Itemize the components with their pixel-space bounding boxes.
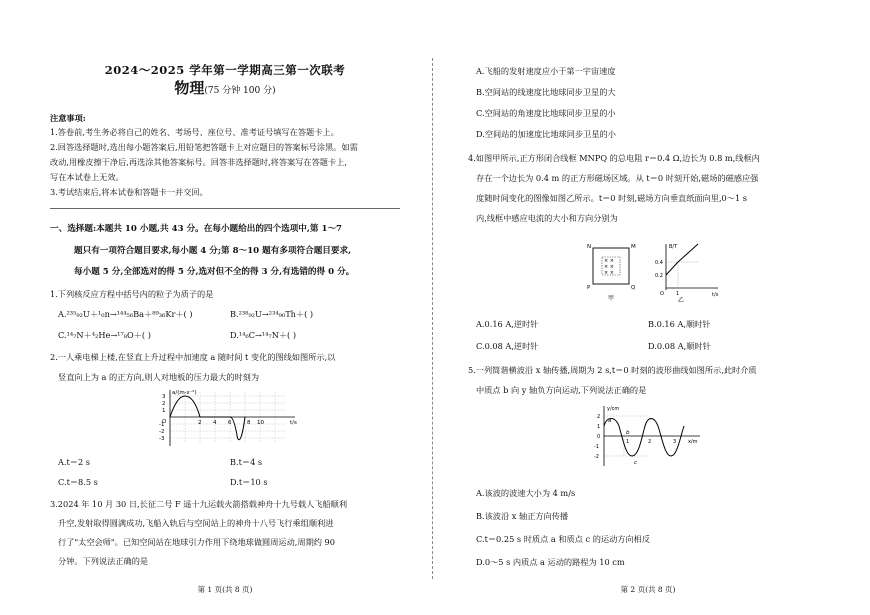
acceleration-curve xyxy=(170,396,245,440)
subject-name: 物理 xyxy=(174,79,205,97)
wave-y-tick: 2 xyxy=(597,414,601,420)
figure-yi-label: 乙 xyxy=(678,297,685,304)
exam-meta: (75 分钟 100 分) xyxy=(204,86,276,96)
q5-wave-graph xyxy=(588,404,708,470)
wave-x-tick: 3 xyxy=(673,439,677,445)
x-tick: 4 xyxy=(213,420,217,426)
b-ylabel: B/T xyxy=(669,244,678,250)
q2-option-d: D.t＝10 s xyxy=(230,477,268,487)
b-line xyxy=(678,244,698,262)
y-tick: 1 xyxy=(162,408,166,414)
wave-curve xyxy=(604,419,684,457)
figure-jia-label: 甲 xyxy=(608,295,615,302)
y-tick: -2 xyxy=(159,429,165,435)
q3-option-b: B.空间站的线速度比地球同步卫星的大 xyxy=(476,87,616,97)
q4-option-c: C.0.08 A,逆时针 xyxy=(476,341,539,351)
q1-stem: 1.下列核反应方程中括号内的粒子为质子的是 xyxy=(50,289,214,299)
q4-option-b: B.0.16 A,顺时针 xyxy=(648,319,711,329)
wave-y-tick: 1 xyxy=(597,424,601,430)
q3-option-c: C.空间站的角速度比地球同步卫星的小 xyxy=(476,108,616,118)
x-tick: 2 xyxy=(198,420,202,426)
subject-heading xyxy=(50,77,400,100)
q2-option-a: A.t＝2 s xyxy=(58,457,91,467)
q1-option-c: C.¹⁴₇N＋⁴₂He→¹⁷₈O＋( ) xyxy=(58,330,151,340)
note-line: 改动,用橡皮擦干净后,再选涂其他答案标号。回答非选择题时,将答案写在答题卡上, xyxy=(50,157,347,167)
notes-heading: 注意事项: xyxy=(50,113,86,123)
q5-option-c: C.t＝0.25 s 时质点 a 和质点 c 的运动方向相反 xyxy=(476,534,651,544)
section-rule xyxy=(50,208,400,209)
svg-text:× ×: × × xyxy=(604,264,614,270)
q4-stem-line: 4.如图甲所示,正方形闭合线框 MNPQ 的总电阻 r＝0.4 Ω,边长为 0.8 m,线框内 xyxy=(468,153,760,163)
wave-x-tick: 1 xyxy=(626,439,630,445)
q1-option-b: B.²³⁸₉₂U→²³⁴₉₀Th＋( ) xyxy=(230,309,314,319)
point-b-label: b xyxy=(626,430,630,436)
q1-option-d: D.¹⁴₆C→¹⁴₇N＋( ) xyxy=(230,330,297,340)
x-tick: 6 xyxy=(228,420,232,426)
q3-option-d: D.空间站的加速度比地球同步卫星的小 xyxy=(476,129,616,139)
q3-stem-line: 分钟。下列说法正确的是 xyxy=(58,556,149,566)
page-number-right: 第 2 页(共 8 页) xyxy=(620,585,676,594)
page-number-left: 第 1 页(共 8 页) xyxy=(197,585,253,594)
x-tick: 8 xyxy=(247,420,251,426)
section1-line: 题只有一项符合题目要求,每小题 4 分;第 8～10 题有多项符合题目要求, xyxy=(74,246,352,256)
q2-acceleration-graph xyxy=(150,388,310,450)
y-tick: 2 xyxy=(162,401,166,407)
section1-line: 一、选择题:本题共 10 小题,共 43 分。在每小题给出的四个选项中,第 1～7 xyxy=(50,224,343,234)
q2-stem-line: 竖直向上为 a 的正方向,则人对地板的压力最大的时刻为 xyxy=(58,372,260,382)
q2-option-b: B.t＝4 s xyxy=(230,457,263,467)
b-y-tick: 0.4 xyxy=(655,260,663,266)
q4-stem-line: 度随时间变化的图像如图乙所示。t＝0 时刻,磁场方向垂直纸面向里,0～1 s xyxy=(476,193,747,203)
q3-stem-line: 升空,发射取得圆满成功,飞船入轨后与空间站上的神舟十八号飞行乘组顺利进 xyxy=(58,518,334,528)
right-column xyxy=(468,0,828,615)
column-divider xyxy=(432,58,433,579)
b-origin: O xyxy=(660,291,664,297)
q5-stem-line: 5.一列简谐横波沿 x 轴传播,周期为 2 s,t＝0 时刻的波形曲线如图所示,此时介质 xyxy=(468,365,757,375)
svg-text:× ×: × × xyxy=(604,258,614,264)
y-axis-label: a/(m·s⁻²) xyxy=(172,390,197,396)
point-c-label: c xyxy=(634,460,638,466)
exam-title: 2024～2025 学年第一学期高三第一次联考 xyxy=(104,63,346,77)
q4-figures xyxy=(578,240,738,304)
q3-stem-line: 3.2024 年 10 月 30 日,长征二号 F 遥十九运载火箭搭载神舟十九号载人飞船顺利 xyxy=(50,499,348,509)
b-xlabel: t/s xyxy=(712,292,719,298)
q2-option-c: C.t＝8.5 s xyxy=(58,477,98,487)
label-p: P xyxy=(587,285,591,291)
q4-option-d: D.0.08 A,顺时针 xyxy=(648,341,711,351)
field-crosses xyxy=(604,258,614,276)
q5-stem-line: 中质点 b 向 y 轴负方向运动,下列说法正确的是 xyxy=(476,385,647,395)
wave-x-tick: 2 xyxy=(648,439,652,445)
b-line xyxy=(666,262,678,275)
q4-option-a: A.0.16 A,逆时针 xyxy=(476,319,539,329)
q5-option-a: A.该波的波速大小为 4 m/s xyxy=(476,488,576,498)
left-column xyxy=(50,0,400,615)
q2-stem-line: 2.一人乘电梯上楼,在竖直上升过程中加速度 a 随时间 t 变化的图线如图所示,以 xyxy=(50,352,336,362)
note-line: 3.考试结束后,将本试卷和答题卡一并交回。 xyxy=(50,187,208,197)
x-axis-label: t/s xyxy=(290,420,297,426)
y-tick: -1 xyxy=(159,422,165,428)
section1-line: 每小题 5 分,全部选对的得 5 分,选对但不全的得 3 分,有选错的得 0 分。 xyxy=(74,267,355,277)
label-m: M xyxy=(631,244,636,250)
b-x-tick: 1 xyxy=(676,291,680,297)
note-line: 1.答卷前,考生务必将自己的姓名、考场号、座位号、准考证号填写在答题卡上。 xyxy=(50,127,339,137)
q4-stem-line: 内,线框中感应电流的大小和方向分别为 xyxy=(476,213,618,223)
q5-option-b: B.该波沿 x 轴正方向传播 xyxy=(476,511,569,521)
svg-text:× ×: × × xyxy=(604,270,614,276)
q3-stem-line: 行了"太空会师"。已知空间站在地球引力作用下绕地球做圆周运动,周期约 90 xyxy=(58,537,335,547)
q4-stem-line: 存在一个边长为 0.4 m 的正方形磁场区域。从 t＝0 时刻开始,磁场的磁感应强 xyxy=(476,173,759,183)
label-q: Q xyxy=(631,285,636,291)
label-n: N xyxy=(587,244,592,250)
wave-y-tick: 0 xyxy=(597,434,601,440)
q1-option-a: A.²³⁵₉₂U＋¹₀n→¹⁴⁴₅₆Ba＋⁸⁹₃₆Kr＋( ) xyxy=(58,309,193,319)
origin-label: O xyxy=(162,419,167,425)
note-line: 2.回答选择题时,选出每小题答案后,用铅笔把答题卡上对应题目的答案标号涂黑。如需 xyxy=(50,142,358,152)
wave-xlabel: x/m xyxy=(688,439,698,445)
note-line: 写在本试卷上无效。 xyxy=(50,172,124,182)
wave-y-tick: -2 xyxy=(594,454,599,460)
wave-y-tick: -1 xyxy=(594,444,599,450)
q3-option-a: A.飞船的发射速度应小于第一宇宙速度 xyxy=(476,66,616,76)
x-tick: 10 xyxy=(257,420,264,426)
wave-ylabel: y/cm xyxy=(607,406,620,412)
y-tick: -3 xyxy=(159,436,165,442)
b-y-tick: 0.2 xyxy=(655,273,663,279)
y-tick: 3 xyxy=(162,394,166,400)
point-a-label: a xyxy=(608,418,612,424)
q5-option-d: D.0～5 s 内质点 a 运动的路程为 10 cm xyxy=(476,557,625,567)
